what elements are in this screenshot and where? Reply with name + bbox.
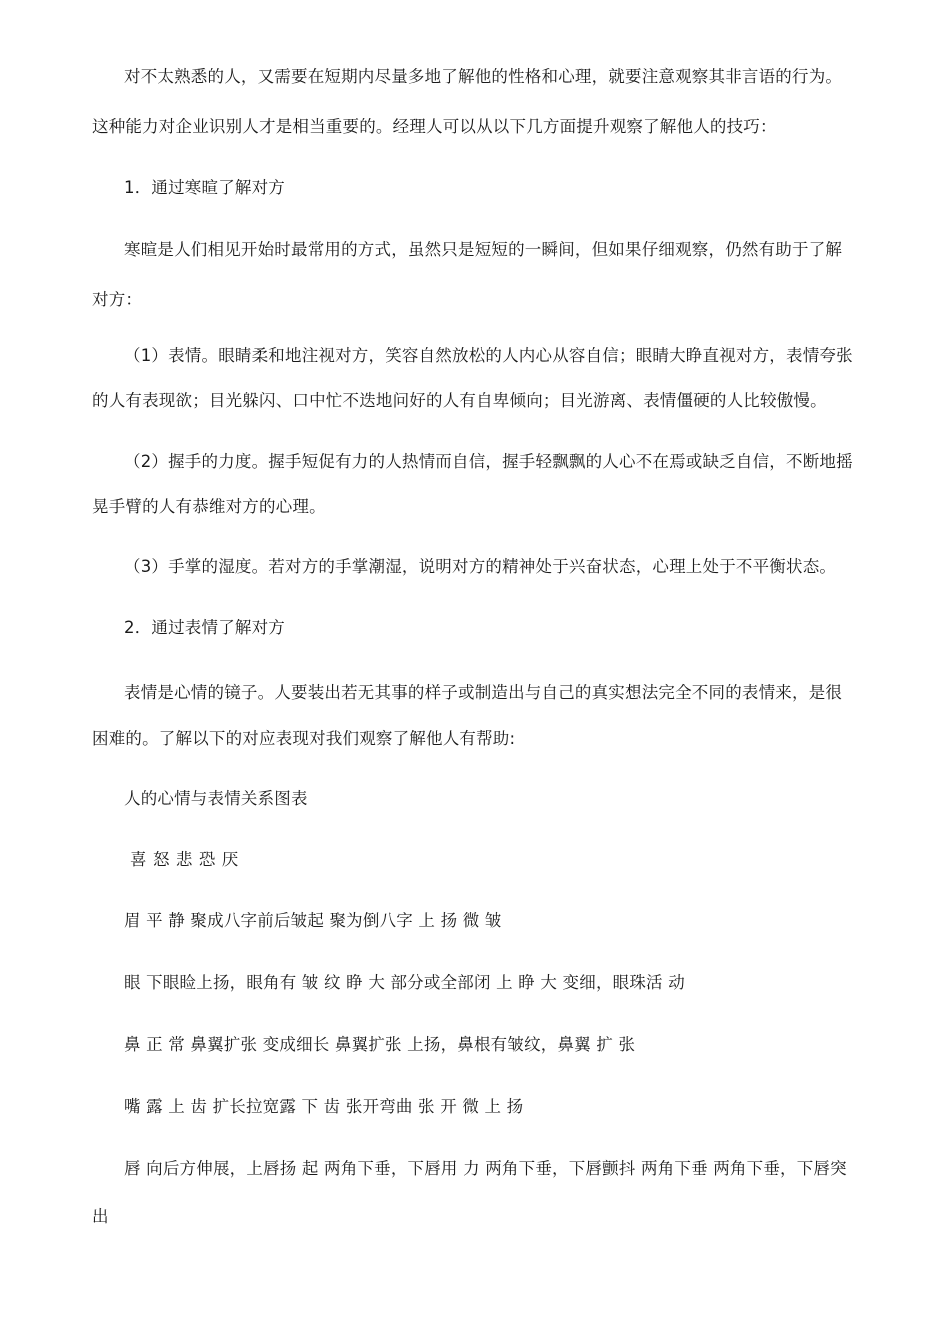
item-2-line-2: 晃手臂的人有恭维对方的心理。 [92, 497, 326, 516]
table-row-lip-line-1: 唇 向后方伸展，上唇扬 起 两角下垂，下唇用 力 两角下垂，下唇颤抖 两角下垂 两角下垂，下唇突 [124, 1159, 847, 1178]
item-2-line-1: （2）握手的力度。握手短促有力的人热情而自信，握手轻飘飘的人心不在焉或缺乏自信，不断地摇 [124, 452, 853, 471]
intro-line-2: 这种能力对企业识别人才是相当重要的。经理人可以从以下几方面提升观察了解他人的技巧： [92, 117, 777, 136]
table-row-eye: 眼 下眼睑上扬，眼角有 皱 纹 睁 大 部分或全部闭 上 睁 大 变细，眼珠活 动 [124, 973, 685, 992]
section-1-paragraph-line-2: 对方： [92, 290, 143, 309]
table-row-brow: 眉 平 静 聚成八字前后皱起 聚为倒八字 上 扬 微 皱 [124, 911, 502, 930]
table-header-row: 喜 怒 悲 恐 厌 [130, 850, 239, 869]
item-1-line-1: （1）表情。眼睛柔和地注视对方，笑容自然放松的人内心从容自信；眼睛大睁直视对方，表情夸张 [124, 346, 853, 365]
table-row-mouth: 嘴 露 上 齿 扩长拉宽露 下 齿 张开弯曲 张 开 微 上 扬 [124, 1097, 524, 1116]
table-row-nose: 鼻 正 常 鼻翼扩张 变成细长 鼻翼扩张 上扬，鼻根有皱纹，鼻翼 扩 张 [124, 1035, 636, 1054]
section-2-paragraph-line-1: 表情是心情的镜子。人要装出若无其事的样子或制造出与自己的真实想法完全不同的表情来，是很 [124, 683, 843, 702]
item-1-line-2: 的人有表现欲；目光躲闪、口中忙不迭地问好的人有自卑倾向；目光游离、表情僵硬的人比较傲慢。 [92, 391, 827, 410]
table-row-lip-line-2: 出 [92, 1207, 109, 1226]
intro-line-1: 对不太熟悉的人，又需要在短期内尽量多地了解他的性格和心理，就要注意观察其非言语的行为。 [124, 67, 843, 86]
section-2-heading: 2．通过表情了解对方 [124, 618, 285, 637]
item-3-line-1: （3）手掌的湿度。若对方的手掌潮湿，说明对方的精神处于兴奋状态，心理上处于不平衡状态。 [124, 557, 837, 576]
section-1-heading: 1．通过寒暄了解对方 [124, 178, 285, 197]
table-title: 人的心情与表情关系图表 [124, 789, 308, 808]
section-1-paragraph-line-1: 寒暄是人们相见开始时最常用的方式，虽然只是短短的一瞬间，但如果仔细观察，仍然有助于了解 [124, 240, 843, 259]
section-2-paragraph-line-2: 困难的。了解以下的对应表现对我们观察了解他人有帮助: [92, 729, 516, 748]
